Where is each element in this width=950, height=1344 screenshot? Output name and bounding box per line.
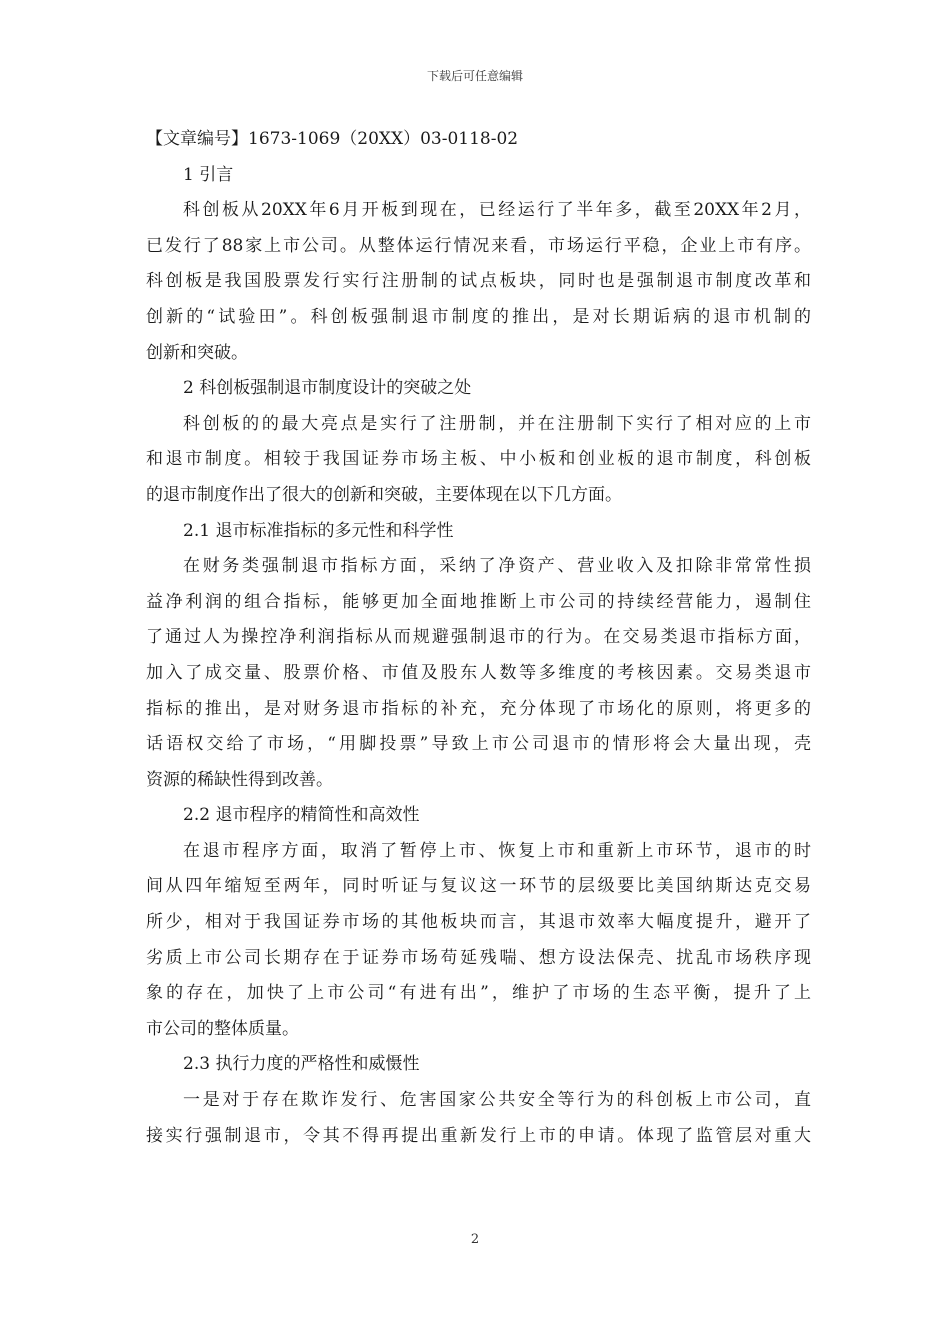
paragraph-line: 科创板的的最大亮点是实行了注册制，并在注册制下实行了相对应的上市 [183, 413, 811, 434]
paragraph-line: 指标的推出，是对财务退市指标的补充，充分体现了市场化的原则，将更多的 [146, 698, 811, 719]
paragraph-line: 加入了成交量、股票价格、市值及股东人数等多维度的考核因素。交易类退市 [146, 662, 811, 683]
paragraph-line: 资源的稀缺性得到改善。 [146, 769, 333, 790]
paragraph-line: 创新的“试验田”。科创板强制退市制度的推出，是对长期诟病的退市机制的 [146, 306, 811, 327]
paragraph-line: 市公司的整体质量。 [146, 1018, 299, 1039]
paragraph-line: 在退市程序方面，取消了暂停上市、恢复上市和重新上市环节，退市的时 [183, 840, 811, 861]
section-heading-2-2: 2.2 退市程序的精简性和高效性 [183, 805, 420, 826]
section-heading-2: 2 科创板强制退市制度设计的突破之处 [183, 378, 472, 399]
paragraph-line: 劣质上市公司长期存在于证券市场苟延残喘、想方设法保壳、扰乱市场秩序现 [146, 947, 811, 968]
section-heading-2-3: 2.3 执行力度的严格性和威慑性 [183, 1054, 420, 1075]
paragraph-line: 间从四年缩短至两年，同时听证与复议这一环节的层级要比美国纳斯达克交易 [146, 876, 811, 897]
paragraph-line: 了通过人为操控净利润指标从而规避强制退市的行为。在交易类退市指标方面， [146, 627, 811, 648]
paragraph-line: 和退市制度。相较于我国证券市场主板、中小板和创业板的退市制度，科创板 [146, 449, 811, 470]
page-header: 下载后可任意编辑 [426, 69, 523, 83]
paragraph-line: 在财务类强制退市指标方面，采纳了净资产、营业收入及扣除非常常性损 [183, 556, 811, 577]
paragraph-line: 所少，相对于我国证券市场的其他板块而言，其退市效率大幅度提升，避开了 [146, 912, 811, 933]
paragraph-line: 一是对于存在欺诈发行、危害国家公共安全等行为的科创板上市公司，直 [183, 1090, 811, 1111]
section-heading-2-1: 2.1 退市标准指标的多元性和科学性 [183, 520, 454, 541]
paragraph-line: 已发行了88家上市公司。从整体运行情况来看，市场运行平稳，企业上市有序。 [146, 235, 811, 256]
paragraph-line: 象的存在，加快了上市公司“有进有出”，维护了市场的生态平衡，提升了上 [146, 983, 811, 1004]
section-heading-1: 1 引言 [183, 164, 234, 185]
paragraph-line: 接实行强制退市，令其不得再提出重新发行上市的申请。体现了监管层对重大 [146, 1125, 811, 1146]
paragraph-line: 科创板是我国股票发行实行注册制的试点板块，同时也是强制退市制度改革和 [146, 271, 811, 292]
paragraph-line: 话语权交给了市场，“用脚投票”导致上市公司退市的情形将会大量出现，壳 [146, 734, 811, 755]
paragraph-line: 创新和突破。 [146, 342, 248, 363]
article-number: 【文章编号】1673-1069（20XX）03-0118-02 [146, 129, 519, 149]
paragraph-line: 益净利润的组合指标，能够更加全面地推断上市公司的持续经营能力，遏制住 [146, 591, 811, 612]
document-body [146, 122, 811, 1154]
paragraph-line: 的退市制度作出了很大的创新和突破，主要体现在以下几方面。 [146, 484, 622, 505]
page-number: 2 [470, 1232, 480, 1247]
paragraph-line: 科创板从20XX年6月开板到现在，已经运行了半年多，截至20XX年2月， [183, 200, 811, 221]
